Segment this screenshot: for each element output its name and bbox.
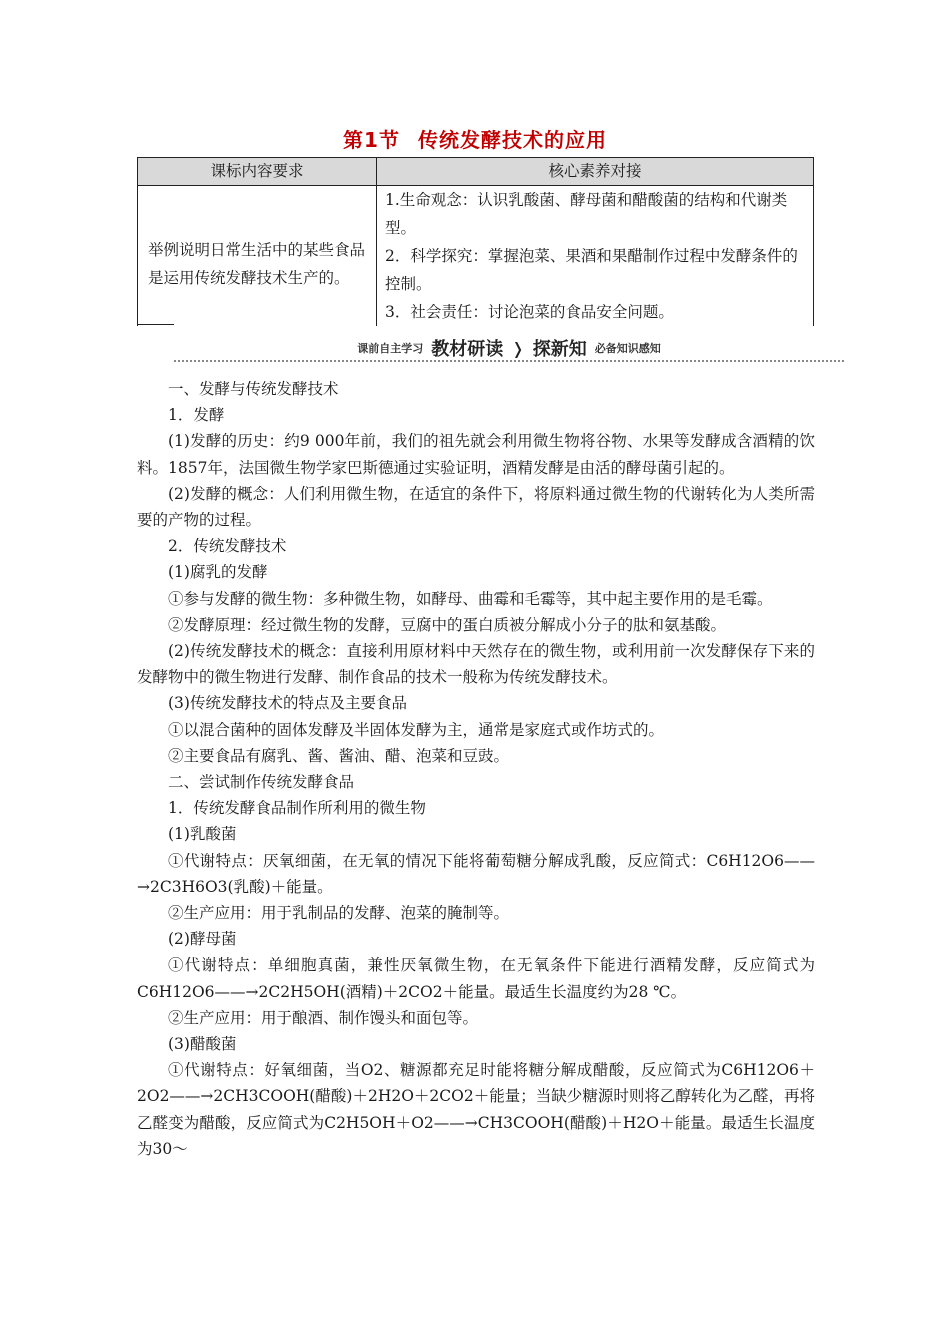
literacy-item: 2．科学探究：掌握泡菜、果酒和果醋制作过程中发酵条件的控制。: [385, 247, 798, 293]
paragraph: (2)酵母菌: [168, 930, 237, 949]
arrow-icon: ❭: [511, 338, 525, 358]
section-number: 第1节: [343, 128, 400, 152]
paragraph: (1)发酵的历史：约9 000年前，我们的祖先就会利用微生物将谷物、水果等发酵成含酒精的饮料。1857年，法国微生物学家巴斯德通过实验证明，酒精发酵是由活的酵母菌引起的。: [137, 432, 815, 477]
banner-title-2: 探新知: [532, 339, 587, 360]
table-header: [137, 157, 814, 186]
heading-2: 二、尝试制作传统发酵食品: [168, 773, 355, 792]
literacy-item: 1.生命观念：认识乳酸菌、酵母菌和醋酸菌的结构和代谢类型。: [385, 191, 788, 237]
banner-right-label: 必备知识感知: [594, 342, 661, 355]
heading-1: 一、发酵与传统发酵技术: [168, 380, 339, 398]
paragraph: (2)发酵的概念：人们利用微生物，在适宜的条件下，将原料通过微生物的代谢转化为人类所需要的产物的过程。: [137, 484, 815, 530]
paragraph: ①以混合菌种的固体发酵及半固体发酵为主，通常是家庭式或作坊式的。: [168, 720, 665, 739]
paragraph: ①参与发酵的微生物：多种微生物，如酵母、曲霉和毛霉等，其中起主要作用的是毛霉。: [168, 589, 773, 608]
banner-dotted-rule: [174, 360, 844, 362]
paragraph: ②生产应用：用于乳制品的发酵、泡菜的腌制等。: [168, 904, 510, 923]
paragraph: (3)醋酸菌: [168, 1035, 237, 1054]
page-title: [0, 124, 950, 153]
header-requirement: 课标内容要求: [137, 158, 377, 185]
banner-title-1: 教材研读: [431, 339, 504, 360]
paragraph: ②生产应用：用于酿酒、制作馒头和面包等。: [168, 1008, 479, 1027]
paragraph: ①代谢特点：厌氧细菌，在无氧的情况下能将葡萄糖分解成乳酸，反应简式：C6H12O6——→2C3H6O3(乳酸)＋能量。: [137, 851, 815, 896]
paragraph: (1)乳酸菌: [168, 825, 237, 844]
paragraph: (1)腐乳的发酵: [168, 563, 268, 582]
paragraph: (3)传统发酵技术的特点及主要食品: [168, 694, 407, 713]
subheading: 2．传统发酵技术: [168, 537, 287, 556]
literacy-item: 3．社会责任：讨论泡菜的食品安全问题。: [385, 303, 674, 321]
paragraph: ①代谢特点：单细胞真菌，兼性厌氧微生物，在无氧条件下能进行酒精发酵，反应简式为C6H12O6——→2C2H5OH(酒精)＋2CO2＋能量。最适生长温度约为28 ℃。: [137, 956, 815, 1001]
section-banner: [174, 334, 844, 362]
subheading: 1．传统发酵食品制作所利用的微生物: [168, 799, 426, 818]
curriculum-table: [137, 157, 814, 326]
subheading: 1．发酵: [168, 406, 225, 425]
requirement-cell: 举例说明日常生活中的某些食品是运用传统发酵技术生产的。: [137, 186, 377, 326]
literacy-cell: [377, 186, 814, 326]
paragraph: ②主要食品有腐乳、酱、酱油、醋、泡菜和豆豉。: [168, 746, 510, 765]
main-content: [137, 376, 815, 1162]
table-bottom-rule: [137, 324, 174, 325]
table-row: [137, 186, 814, 326]
paragraph: (2)传统发酵技术的概念：直接利用原材料中天然存在的微生物，或利用前一次发酵保存下来的发酵物中的微生物进行发酵、制作食品的技术一般称为传统发酵技术。: [137, 642, 815, 687]
header-literacy: 核心素养对接: [377, 158, 814, 185]
section-name: 传统发酵技术的应用: [417, 128, 607, 152]
banner-left-label: 课前自主学习: [357, 342, 424, 355]
paragraph: ①代谢特点：好氧细菌，当O2、糖源都充足时能将糖分解成醋酸，反应简式为C6H12O6＋2O2——→2CH3COOH(醋酸)＋2H2O＋2CO2＋能量；当缺少糖源时则将乙醇转化为乙醛，再将乙醛变为醋酸，反应简式为C2H5OH＋O2——→CH3COOH(醋酸)＋H2O＋能量。最适生长温度为30～: [137, 1061, 815, 1158]
paragraph: ②发酵原理：经过微生物的发酵，豆腐中的蛋白质被分解成小分子的肽和氨基酸。: [168, 615, 727, 634]
